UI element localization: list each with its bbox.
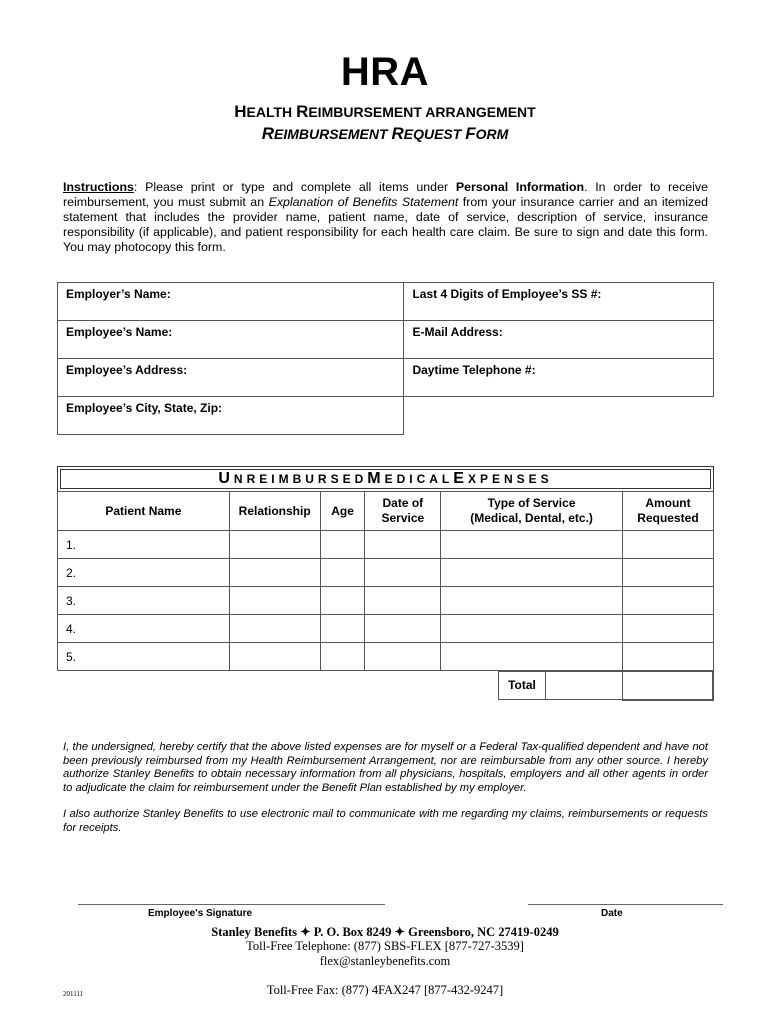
amount-cell[interactable] [622,615,713,643]
type-cell[interactable] [441,559,623,587]
form-subtitle-arrangement: HEALTH REIMBURSEMENT ARRANGEMENT [234,102,536,121]
email-authorization-paragraph: I also authorize Stanley Benefits to use electronic mail to communicate with me regarding my claims, reimbursements or requests for receipts. [63,808,708,834]
amount-cell[interactable] [622,531,713,559]
expenses-heading: UNREIMBURSEDMEDICALEXPENSES [60,469,711,489]
form-subtitle-request: REIMBURSEMENT REQUEST FORM [261,124,509,143]
total-label: Total [499,672,546,699]
age-cell[interactable] [320,587,365,615]
phone-field[interactable]: Daytime Telephone #: [404,359,714,397]
certification-paragraph: I, the undersigned, hereby certify that the above listed expenses are for myself or a Federal Tax-qualified dependent and have not been previously reimbursed from my Health Reimbursement Arrangement, nor are reimbursable from any other source. I hereby authorize Stanley Benefits to obtain necessary information from all physicians, hospitals, employers and all other agents in order to adjudicate the claim for reimbursement under the Benefit Plan established by my employer. [63,741,708,794]
expenses-header-row [58,492,714,531]
relationship-cell[interactable] [229,615,320,643]
table-row [58,559,714,587]
row-number[interactable]: 1. [58,531,230,559]
table-row [58,615,714,643]
instructions-label: Instructions [63,180,134,194]
relationship-cell[interactable] [229,531,320,559]
table-row [58,531,714,559]
age-cell[interactable] [320,643,365,671]
table-row [58,587,714,615]
amount-cell[interactable] [622,587,713,615]
email-field[interactable]: E-Mail Address: [404,321,714,359]
age-cell[interactable] [320,615,365,643]
blank-cell [58,671,441,701]
type-cell[interactable] [441,587,623,615]
col-amount-requested: Amount Requested [622,492,713,531]
form-title: HRA [340,50,430,94]
toll-free-telephone: Toll-Free Telephone: (877) SBS-FLEX [877-727-3539] [246,939,524,953]
relationship-cell[interactable] [229,643,320,671]
date-cell[interactable] [365,559,441,587]
col-patient-name: Patient Name [58,492,230,531]
total-cells [508,671,713,701]
amount-cell[interactable] [622,643,713,671]
toll-free-fax: Toll-Free Fax: (877) 4FAX247 [877-432-9247] [266,983,504,997]
col-relationship: Relationship [229,492,320,531]
employer-name-field[interactable]: Employer’s Name: [58,283,404,321]
ss-digits-field[interactable]: Last 4 Digits of Employee’s SS #: [404,283,714,321]
date-line[interactable] [528,904,723,905]
date-cell[interactable] [365,615,441,643]
col-date-of-service: Date of Service [365,492,441,531]
total-row [58,671,714,701]
employee-address-field[interactable]: Employee’s Address: [58,359,404,397]
relationship-cell[interactable] [229,587,320,615]
type-cell[interactable] [441,531,623,559]
col-age: Age [320,492,365,531]
form-code: 201111 [63,990,84,998]
total-amount-field[interactable] [546,672,712,699]
age-cell[interactable] [320,559,365,587]
date-cell[interactable] [365,643,441,671]
col-type-of-service: Type of Service (Medical, Dental, etc.) [441,492,623,531]
date-cell[interactable] [365,531,441,559]
row-number[interactable]: 2. [58,559,230,587]
employee-name-field[interactable]: Employee’s Name: [58,321,404,359]
employee-signature-line[interactable] [78,904,385,905]
blank-cell [404,397,714,435]
type-cell[interactable] [441,643,623,671]
table-row [58,643,714,671]
type-cell[interactable] [441,615,623,643]
instructions-paragraph: Instructions: Please print or type and complete all items under Personal Information. In order to receive reimbursement, you must submit an Explanation of Benefits Statement from your insurance carrier and an itemized statement that includes the provider name, patient name, date of service, description of service, insurance responsibility (if applicable), and patient responsibility for each health care claim. Be sure to sign and date this form. You may photocopy this form. [63,180,708,254]
row-number[interactable]: 4. [58,615,230,643]
company-email: flex@stanleybenefits.com [319,954,451,968]
personal-information-table [57,282,714,435]
date-label: Date [601,908,623,919]
relationship-cell[interactable] [229,559,320,587]
age-cell[interactable] [320,531,365,559]
employee-signature-label: Employee's Signature [148,908,253,919]
row-number[interactable]: 5. [58,643,230,671]
date-cell[interactable] [365,587,441,615]
city-state-zip-field[interactable]: Employee’s City, State, Zip: [58,397,404,435]
expenses-table [57,491,714,701]
expenses-heading-frame [57,466,714,492]
row-number[interactable]: 3. [58,587,230,615]
amount-cell[interactable] [622,559,713,587]
company-address: Stanley Benefits ✦ P. O. Box 8249 ✦ Greensboro, NC 27419-0249 [211,925,559,939]
